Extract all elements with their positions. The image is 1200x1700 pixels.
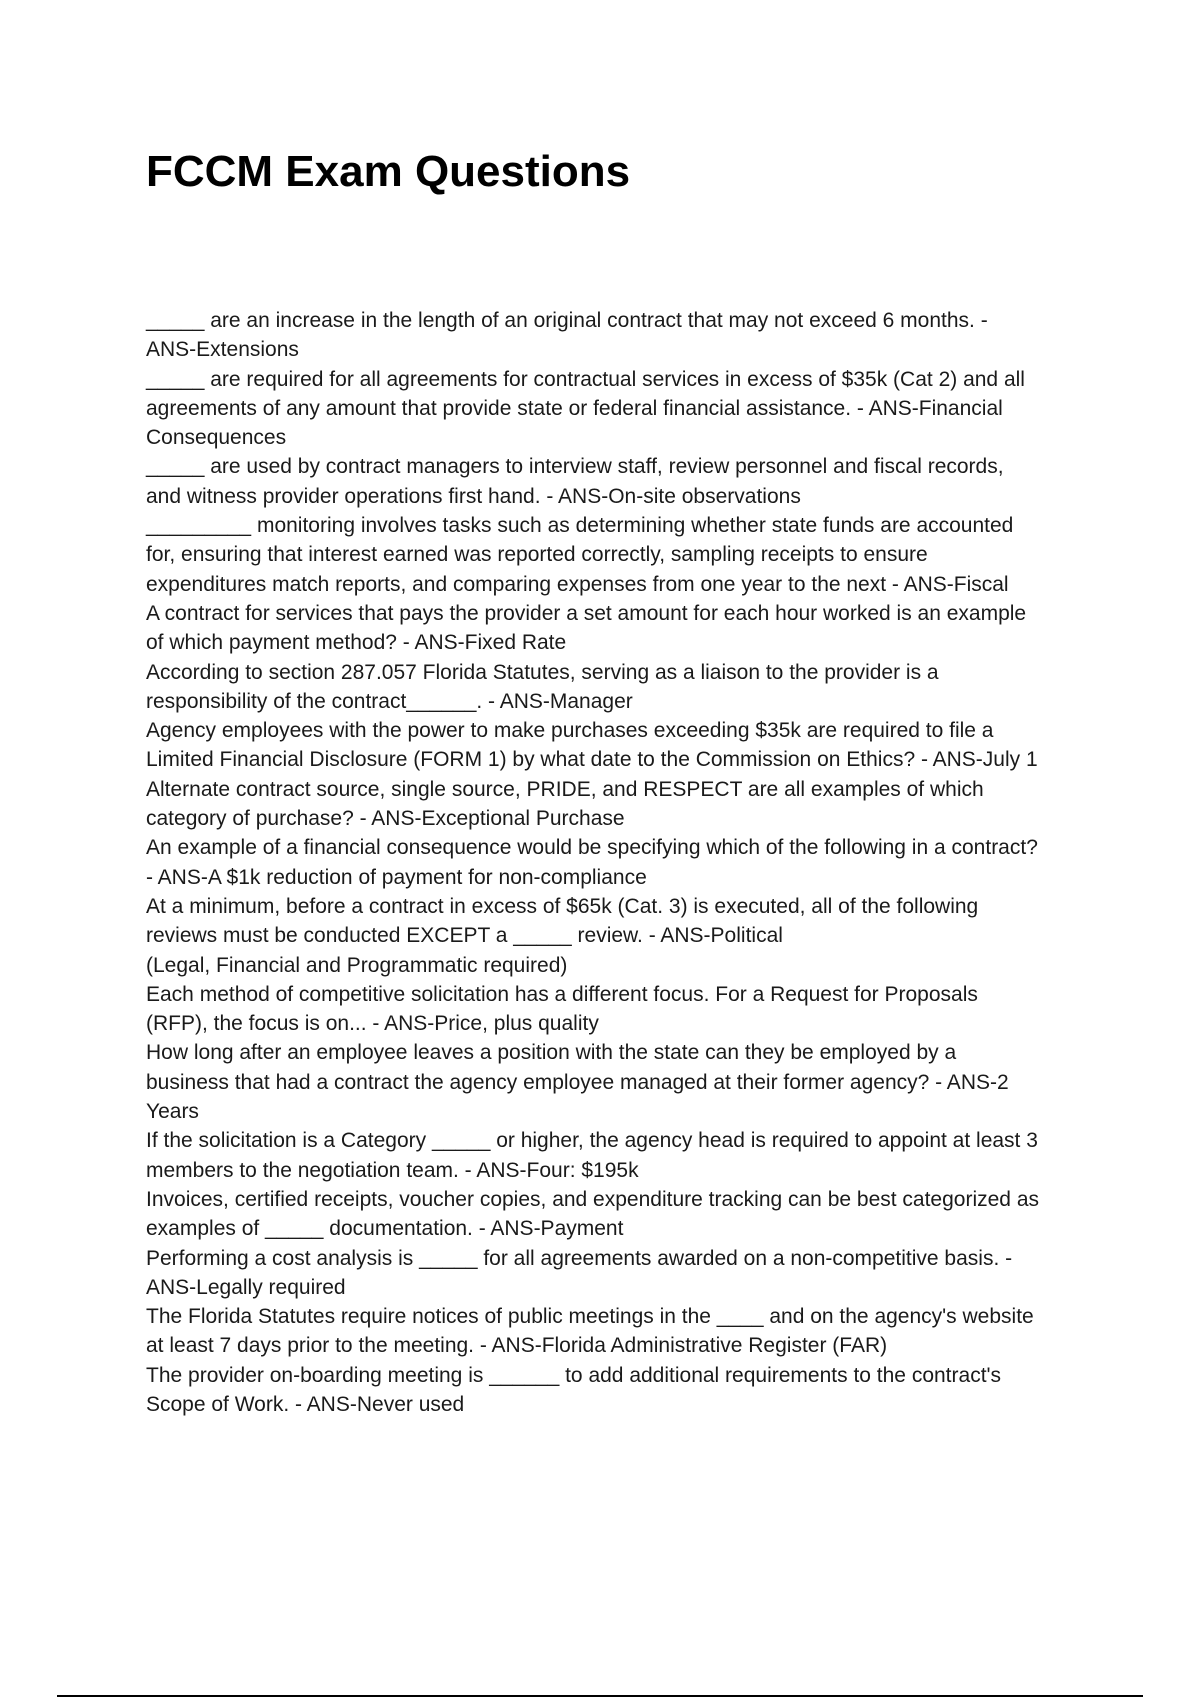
qa-line: Performing a cost analysis is _____ for all agreements awarded on a non-competitive basis. - [146, 1246, 1013, 1270]
qa-line: Invoices, certified receipts, voucher copies, and expenditure tracking can be best categorized as [146, 1187, 1040, 1211]
qa-item [146, 306, 1096, 365]
qa-line: Alternate contract source, single source, PRIDE, and RESPECT are all examples of which [146, 777, 984, 801]
qa-item [146, 1038, 1096, 1126]
qa-line: An example of a financial consequence would be specifying which of the following in a contract? [146, 836, 1038, 860]
qa-line: of which payment method? - ANS-Fixed Rate [146, 631, 567, 655]
qa-line: responsibility of the contract______. - ANS-Manager [146, 689, 633, 713]
qa-item [146, 716, 1096, 775]
qa-line: (RFP), the focus is on... - ANS-Price, plus quality [146, 1012, 599, 1036]
qa-line: members to the negotiation team. - ANS-Four: $195k [146, 1158, 639, 1182]
qa-item [146, 1185, 1096, 1244]
qa-item [146, 658, 1096, 717]
qa-line: Each method of competitive solicitation has a different focus. For a Request for Proposals [146, 982, 978, 1006]
qa-line: The provider on-boarding meeting is ______ to add additional requirements to the contract's [146, 1363, 1002, 1387]
qa-line: At a minimum, before a contract in excess of $65k (Cat. 3) is executed, all of the following [146, 894, 979, 918]
qa-line: ANS-Extensions [146, 338, 299, 362]
qa-line: If the solicitation is a Category _____ or higher, the agency head is required to appoint at least 3 [146, 1129, 1038, 1153]
qa-line: category of purchase? - ANS-Exceptional Purchase [146, 807, 625, 831]
qa-line: - ANS-A $1k reduction of payment for non-compliance [146, 865, 647, 889]
qa-item [146, 833, 1096, 892]
qa-line: business that had a contract the agency employee managed at their former agency? - ANS-2 [146, 1070, 1009, 1094]
qa-item [146, 980, 1096, 1039]
qa-item [146, 1126, 1096, 1185]
qa-line: Years [146, 1100, 199, 1124]
qa-line: Agency employees with the power to make purchases exceeding $35k are required to file a [146, 719, 994, 743]
qa-item [146, 892, 1096, 980]
qa-line: _____ are required for all agreements for contractual services in excess of $35k (Cat 2) and all [146, 367, 1025, 391]
qa-line: A contract for services that pays the provider a set amount for each hour worked is an example [146, 601, 1027, 625]
qa-item [146, 1302, 1096, 1361]
qa-item [146, 599, 1096, 658]
qa-item [146, 452, 1096, 511]
qa-line: for, ensuring that interest earned was reported correctly, sampling receipts to ensure [146, 543, 928, 567]
qa-item [146, 775, 1096, 834]
question-answer-list [146, 306, 1096, 1419]
qa-line: and witness provider operations first hand. - ANS-On-site observations [146, 484, 801, 508]
qa-line: The Florida Statutes require notices of public meetings in the ____ and on the agency's website [146, 1305, 1034, 1329]
qa-line: Consequences [146, 426, 287, 450]
qa-item [146, 365, 1096, 453]
qa-item [146, 1361, 1096, 1420]
qa-line: Limited Financial Disclosure (FORM 1) by what date to the Commission on Ethics? - ANS-July 1 [146, 748, 1038, 772]
page-bottom-rule [57, 1695, 1143, 1697]
qa-line: reviews must be conducted EXCEPT a _____ review. - ANS-Political [146, 924, 783, 948]
qa-line: expenditures match reports, and comparing expenses from one year to the next - ANS-Fiscal [146, 572, 1009, 596]
qa-line: at least 7 days prior to the meeting. - ANS-Florida Administrative Register (FAR) [146, 1334, 888, 1358]
qa-line: _____ are used by contract managers to interview staff, review personnel and fiscal records, [146, 455, 1004, 479]
qa-line: _________ monitoring involves tasks such as determining whether state funds are accounted [146, 514, 1014, 538]
qa-item [146, 1244, 1096, 1303]
page-title: FCCM Exam Questions [146, 147, 631, 196]
qa-line: agreements of any amount that provide state or federal financial assistance. - ANS-Financial [146, 396, 1003, 420]
qa-line: According to section 287.057 Florida Statutes, serving as a liaison to the provider is a [146, 660, 939, 684]
qa-line: ANS-Legally required [146, 1275, 346, 1299]
qa-line: Scope of Work. - ANS-Never used [146, 1392, 465, 1416]
qa-line: examples of _____ documentation. - ANS-Payment [146, 1217, 624, 1241]
qa-line: _____ are an increase in the length of an original contract that may not exceed 6 months. - [146, 309, 988, 332]
qa-line: (Legal, Financial and Programmatic required) [146, 953, 568, 977]
qa-line: How long after an employee leaves a position with the state can they be employed by a [146, 1041, 957, 1065]
qa-item [146, 511, 1096, 599]
